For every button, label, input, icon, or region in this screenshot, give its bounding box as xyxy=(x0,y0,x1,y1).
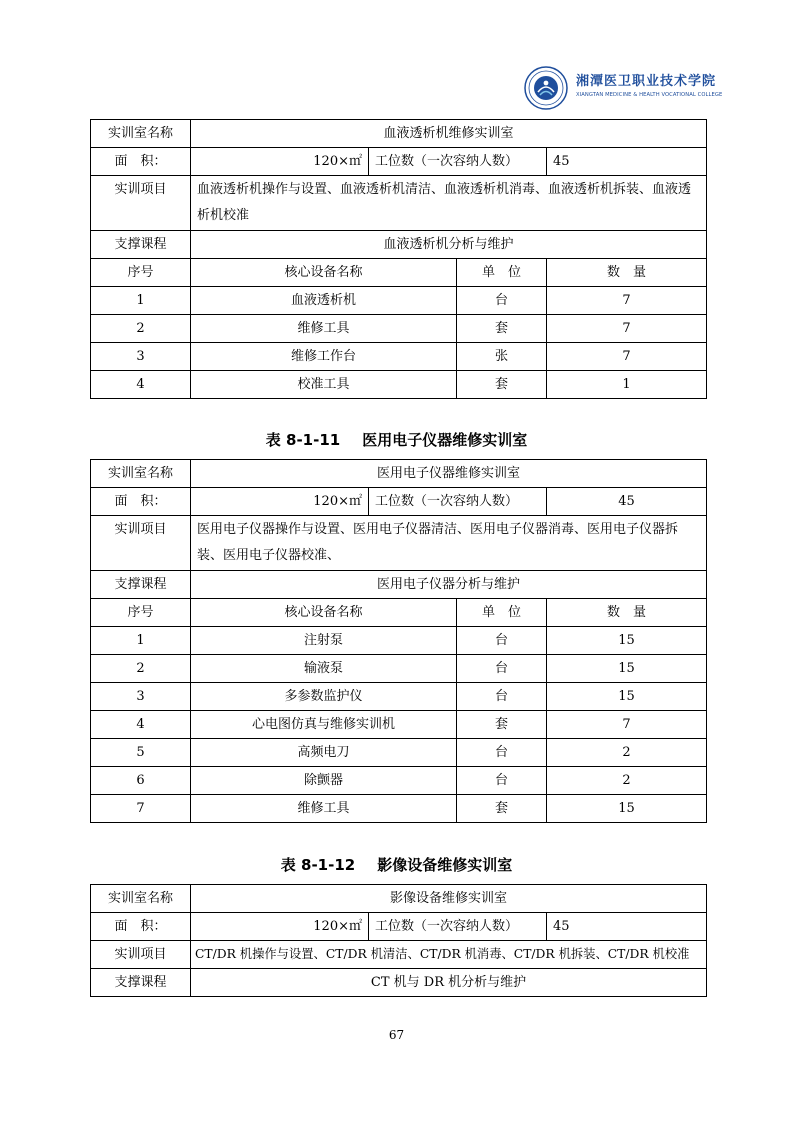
area-label: 面 积： xyxy=(91,913,191,941)
row-unit: 台 xyxy=(457,739,547,767)
row-name: 注射泵 xyxy=(191,627,457,655)
stations-label: 工位数（一次容纳人数） xyxy=(369,488,547,516)
table-caption-8-1-11 xyxy=(0,429,793,450)
project-label: 实训项目 xyxy=(91,176,191,231)
area-value: 120×㎡ xyxy=(191,148,369,176)
row-name: 维修工具 xyxy=(191,795,457,823)
row-unit: 套 xyxy=(457,315,547,343)
row-unit: 台 xyxy=(457,655,547,683)
college-name-cn: 湘潭医卫职业技术学院 xyxy=(576,74,717,89)
row-no: 2 xyxy=(91,655,191,683)
caption-number: 表 8-1-12 xyxy=(280,856,356,874)
room-name-value: 血液透析机维修实训室 xyxy=(191,120,707,148)
row-name: 血液透析机 xyxy=(191,287,457,315)
row-unit: 张 xyxy=(457,343,547,371)
area-label: 面 积： xyxy=(91,148,191,176)
room-name-label: 实训室名称 xyxy=(91,460,191,488)
row-no: 2 xyxy=(91,315,191,343)
course-label: 支撑课程 xyxy=(91,231,191,259)
row-name: 输液泵 xyxy=(191,655,457,683)
project-value: CT/DR 机操作与设置、CT/DR 机清洁、CT/DR 机消毒、CT/DR 机拆装、CT/DR 机校准 xyxy=(191,941,707,969)
stations-label: 工位数（一次容纳人数） xyxy=(369,148,547,176)
row-unit: 套 xyxy=(457,711,547,739)
row-no: 4 xyxy=(91,711,191,739)
col-header-qty: 数 量 xyxy=(547,599,707,627)
stations-value: 45 xyxy=(547,148,707,176)
row-no: 7 xyxy=(91,795,191,823)
table-row xyxy=(91,655,707,683)
row-qty: 15 xyxy=(547,795,707,823)
table-row xyxy=(91,371,707,399)
area-value: 120×㎡ xyxy=(191,913,369,941)
course-value: 医用电子仪器分析与维护 xyxy=(191,571,707,599)
row-name: 除颤器 xyxy=(191,767,457,795)
college-name-en: XIANGTAN MEDICINE & HEALTH VOCATIONAL COLLEGE xyxy=(576,92,723,98)
row-no: 5 xyxy=(91,739,191,767)
area-value: 120×㎡ xyxy=(191,488,369,516)
row-no: 6 xyxy=(91,767,191,795)
room-name-value: 医用电子仪器维修实训室 xyxy=(191,460,707,488)
col-header-unit: 单 位 xyxy=(457,259,547,287)
table-row xyxy=(91,315,707,343)
col-header-name: 核心设备名称 xyxy=(191,599,457,627)
course-value: 血液透析机分析与维护 xyxy=(191,231,707,259)
project-label: 实训项目 xyxy=(91,941,191,969)
col-header-no: 序号 xyxy=(91,259,191,287)
row-qty: 7 xyxy=(547,343,707,371)
row-qty: 2 xyxy=(547,739,707,767)
row-unit: 台 xyxy=(457,767,547,795)
row-no: 1 xyxy=(91,287,191,315)
row-qty: 2 xyxy=(547,767,707,795)
table-caption-8-1-12 xyxy=(0,854,793,875)
row-qty: 7 xyxy=(547,315,707,343)
table-hemodialysis-lab xyxy=(90,119,707,399)
table-row xyxy=(91,343,707,371)
row-qty: 15 xyxy=(547,627,707,655)
row-qty: 1 xyxy=(547,371,707,399)
row-no: 4 xyxy=(91,371,191,399)
row-unit: 台 xyxy=(457,627,547,655)
row-unit: 台 xyxy=(457,287,547,315)
row-name: 维修工具 xyxy=(191,315,457,343)
course-label: 支撑课程 xyxy=(91,969,191,997)
row-unit: 台 xyxy=(457,683,547,711)
project-value: 医用电子仪器操作与设置、医用电子仪器清洁、医用电子仪器消毒、医用电子仪器拆装、医用电子仪器校准、 xyxy=(191,516,707,571)
row-name: 校准工具 xyxy=(191,371,457,399)
caption-title: 医用电子仪器维修实训室 xyxy=(362,431,528,449)
row-name: 多参数监护仪 xyxy=(191,683,457,711)
row-qty: 15 xyxy=(547,683,707,711)
col-header-no: 序号 xyxy=(91,599,191,627)
course-label: 支撑课程 xyxy=(91,571,191,599)
college-logo xyxy=(524,66,723,110)
course-value: CT 机与 DR 机分析与维护 xyxy=(191,969,707,997)
room-name-label: 实训室名称 xyxy=(91,120,191,148)
college-emblem-icon xyxy=(524,66,568,110)
caption-title: 影像设备维修实训室 xyxy=(377,856,513,874)
table-row xyxy=(91,711,707,739)
row-qty: 7 xyxy=(547,287,707,315)
row-qty: 15 xyxy=(547,655,707,683)
col-header-unit: 单 位 xyxy=(457,599,547,627)
row-no: 3 xyxy=(91,683,191,711)
col-header-name: 核心设备名称 xyxy=(191,259,457,287)
row-no: 3 xyxy=(91,343,191,371)
row-name: 高频电刀 xyxy=(191,739,457,767)
stations-value: 45 xyxy=(547,913,707,941)
table-row xyxy=(91,767,707,795)
page-number: 67 xyxy=(388,1028,405,1042)
table-row xyxy=(91,627,707,655)
area-label: 面 积： xyxy=(91,488,191,516)
row-qty: 7 xyxy=(547,711,707,739)
row-unit: 套 xyxy=(457,371,547,399)
row-name: 心电图仿真与维修实训机 xyxy=(191,711,457,739)
table-row xyxy=(91,739,707,767)
room-name-value: 影像设备维修实训室 xyxy=(191,885,707,913)
room-name-label: 实训室名称 xyxy=(91,885,191,913)
project-value: 血液透析机操作与设置、血液透析机清洁、血液透析机消毒、血液透析机拆装、血液透析机校准 xyxy=(191,176,707,231)
row-no: 1 xyxy=(91,627,191,655)
project-label: 实训项目 xyxy=(91,516,191,571)
table-row xyxy=(91,795,707,823)
col-header-qty: 数 量 xyxy=(547,259,707,287)
table-imaging-equipment-lab xyxy=(90,884,707,997)
caption-number: 表 8-1-11 xyxy=(265,431,341,449)
stations-label: 工位数（一次容纳人数） xyxy=(369,913,547,941)
stations-value: 45 xyxy=(547,488,707,516)
row-name: 维修工作台 xyxy=(191,343,457,371)
table-row xyxy=(91,683,707,711)
row-unit: 套 xyxy=(457,795,547,823)
table-electronic-instrument-lab xyxy=(90,459,707,823)
table-row xyxy=(91,287,707,315)
